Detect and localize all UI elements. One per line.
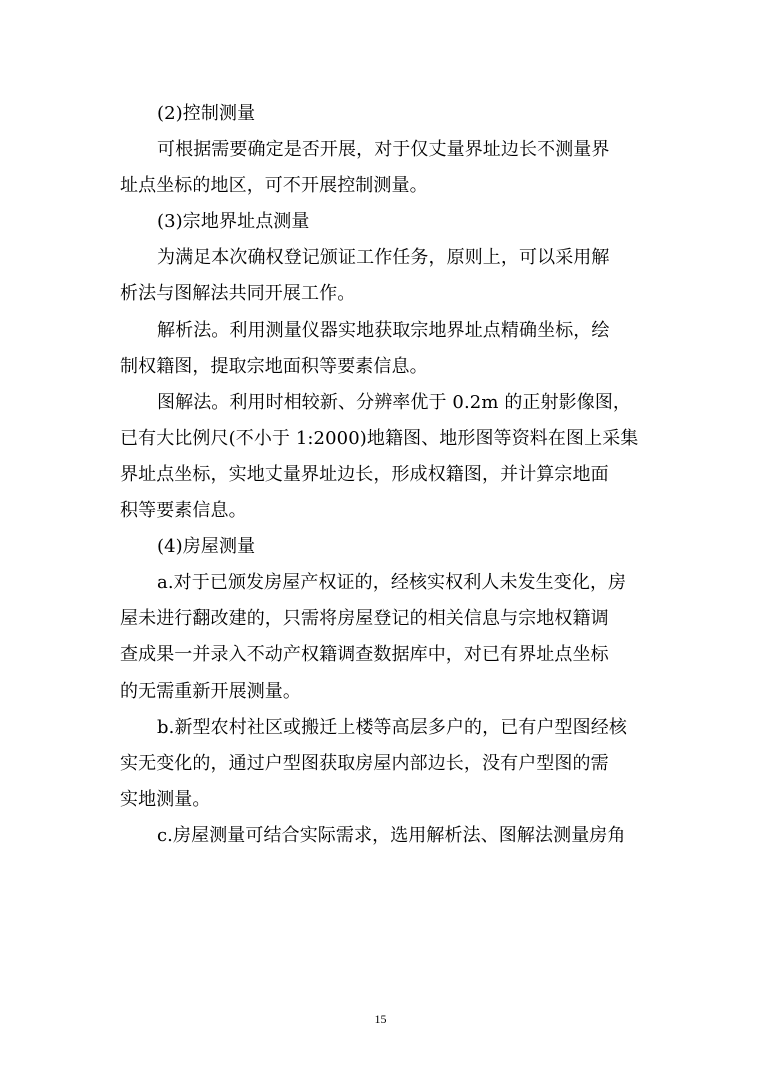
paragraph-line: c.房屋测量可结合实际需求，选用解析法、图解法测量房角	[157, 824, 626, 846]
paragraph-line: 可根据需要确定是否开展，对于仅丈量界址边长不测量界	[157, 139, 610, 161]
paragraph-line: 积等要素信息。	[120, 500, 247, 522]
paragraph-line: 析法与图解法共同开展工作。	[120, 283, 356, 305]
section-heading-control-survey: (2)控制测量	[157, 103, 256, 124]
paragraph-line: 界址点坐标，实地丈量界址边长，形成权籍图，并计算宗地面	[120, 463, 609, 485]
paragraph-line: 查成果一并录入不动产权籍调查数据库中，对已有界址点坐标	[120, 644, 609, 666]
paragraph-line: 图解法。利用时相较新、分辨率优于 0.2m 的正射影像图，	[157, 391, 632, 413]
paragraph-line: 屋未进行翻改建的，只需将房屋登记的相关信息与宗地权籍调	[120, 608, 609, 630]
paragraph-line: a.对于已颁发房屋产权证的，经核实权利人未发生变化，房	[157, 572, 627, 594]
paragraph-line: 的无需重新开展测量。	[120, 680, 301, 702]
section-heading-parcel-boundary-survey: (3)宗地界址点测量	[157, 211, 310, 233]
paragraph-line: 实无变化的，通过户型图获取房屋内部边长，没有户型图的需	[120, 752, 609, 774]
page-number: 15	[374, 1012, 387, 1026]
paragraph-line: 已有大比例尺(不小于 1:2000)地籍图、地形图等资料在图上采集	[120, 427, 639, 449]
paragraph-line: 为满足本次确权登记颁证工作任务，原则上，可以采用解	[157, 247, 610, 269]
body-text	[120, 96, 638, 854]
section-heading-house-survey: (4)房屋测量	[157, 536, 256, 558]
paragraph-line: b.新型农村社区或搬迁上楼等高层多户的，已有户型图经核	[157, 716, 627, 738]
paragraph-line: 制权籍图，提取宗地面积等要素信息。	[120, 355, 428, 377]
paragraph-line: 解析法。利用测量仪器实地获取宗地界址点精确坐标，绘	[157, 319, 610, 341]
paragraph-line: 址点坐标的地区，可不开展控制测量。	[120, 175, 428, 197]
paragraph-line: 实地测量。	[120, 788, 211, 810]
